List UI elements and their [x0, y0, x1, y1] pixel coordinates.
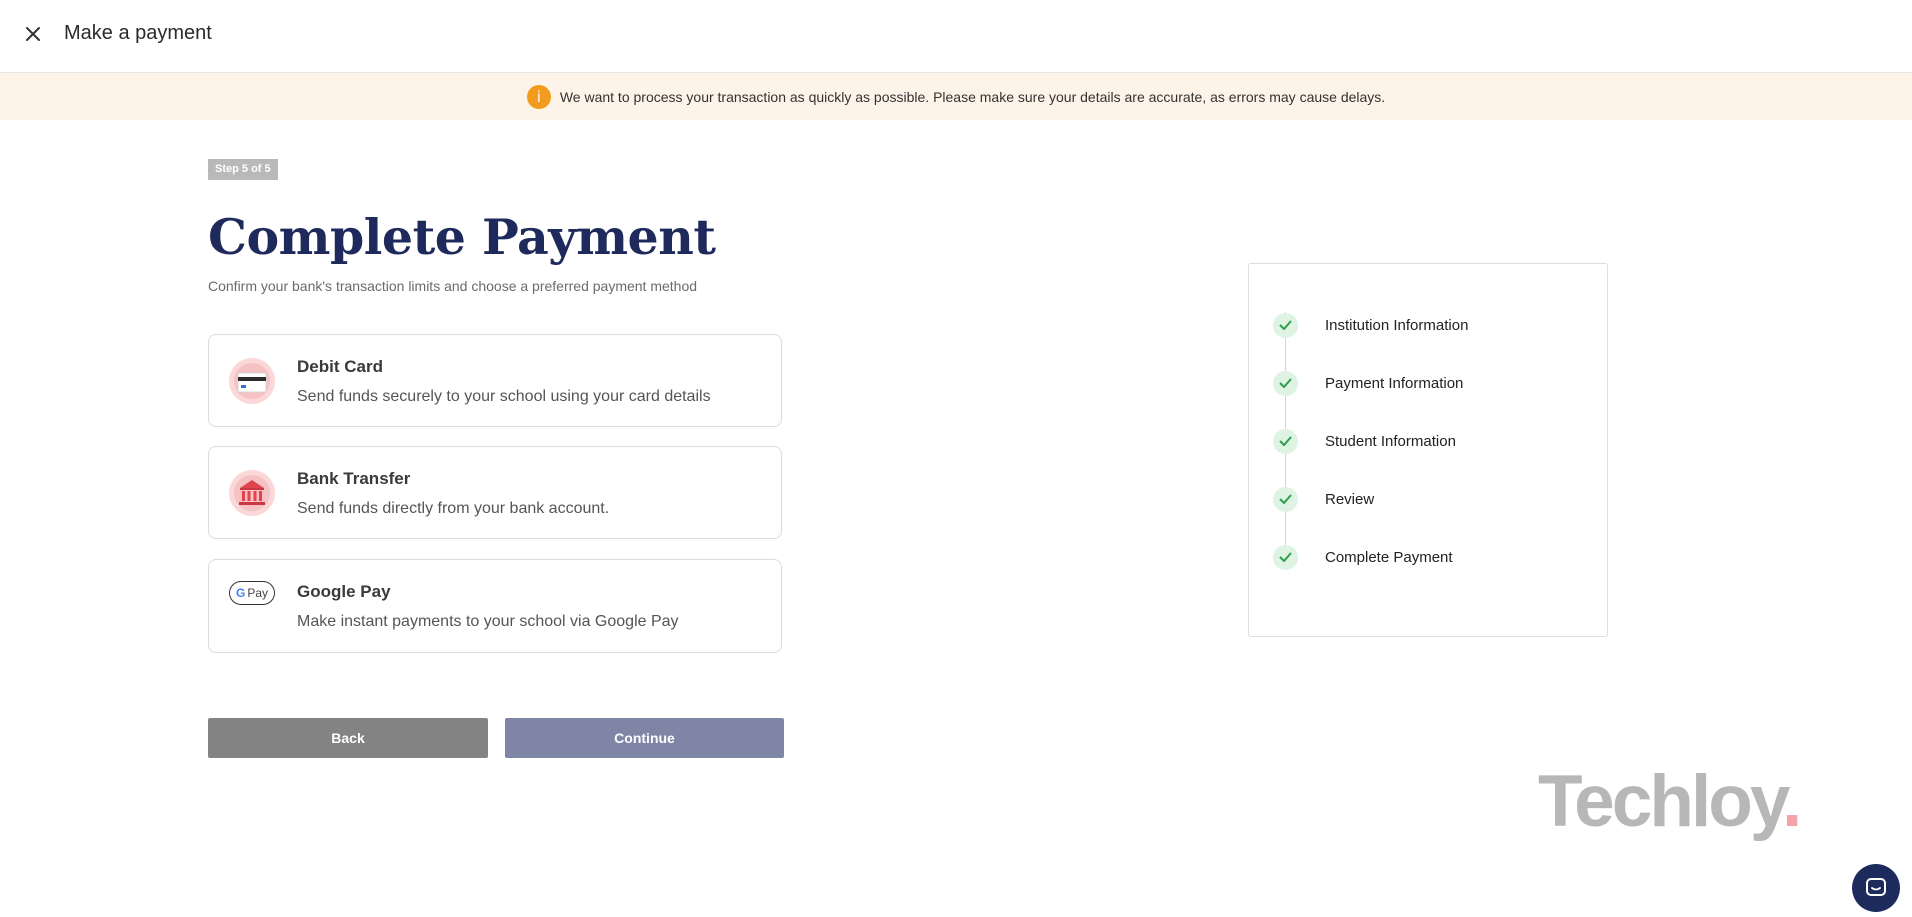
payment-option-bank-transfer[interactable]	[208, 446, 782, 539]
progress-step-label: Student Information	[1325, 432, 1456, 450]
info-icon: i	[527, 85, 551, 109]
payment-option-title: Google Pay	[297, 582, 391, 601]
payment-option-description: Send funds securely to your school using your card details	[297, 388, 711, 405]
watermark-text: Techloy	[1538, 761, 1783, 842]
payment-option-description: Send funds directly from your bank account.	[297, 500, 610, 517]
progress-step-payment-information	[1273, 370, 1463, 396]
watermark-logo	[1538, 760, 1799, 843]
google-g-logo: G	[235, 586, 246, 600]
progress-step-complete-payment	[1273, 544, 1453, 570]
close-icon[interactable]	[21, 22, 45, 46]
progress-step-label: Complete Payment	[1325, 548, 1453, 566]
check-icon	[1273, 371, 1298, 396]
payment-option-google-pay[interactable]	[208, 559, 782, 653]
payment-option-debit-card[interactable]	[208, 334, 782, 427]
check-icon	[1273, 487, 1298, 512]
continue-button[interactable]: Continue	[505, 718, 784, 758]
back-button[interactable]: Back	[208, 718, 488, 758]
check-icon	[1273, 545, 1298, 570]
page-title: Complete Payment	[208, 208, 716, 266]
progress-step-label: Institution Information	[1325, 316, 1469, 334]
info-banner-text: We want to process your transaction as quickly as possible. Please make sure your details are accurate, as errors may cause delays.	[559, 88, 1386, 105]
progress-step-institution-information	[1273, 312, 1468, 338]
bank-icon	[228, 469, 276, 517]
progress-step-review	[1273, 486, 1374, 512]
google-pay-icon	[229, 581, 275, 605]
progress-step-student-information	[1273, 428, 1456, 454]
progress-step-label: Payment Information	[1325, 374, 1464, 392]
check-icon	[1273, 313, 1298, 338]
page-header-title: Make a payment	[64, 22, 212, 44]
google-pay-badge-text: Pay	[247, 586, 269, 600]
watermark-dot: .	[1782, 761, 1800, 842]
page-subtitle: Confirm your bank's transaction limits and choose a preferred payment method	[208, 278, 698, 294]
info-banner	[0, 73, 1912, 120]
progress-card	[1248, 263, 1608, 637]
top-bar	[0, 0, 1912, 73]
debit-card-icon	[228, 357, 276, 405]
payment-option-title: Bank Transfer	[297, 469, 411, 488]
chat-icon[interactable]	[1852, 864, 1900, 912]
payment-option-description: Make instant payments to your school via Google Pay	[297, 613, 679, 630]
step-badge: Step 5 of 5	[208, 159, 278, 180]
payment-option-title: Debit Card	[297, 357, 383, 376]
check-icon	[1273, 429, 1298, 454]
progress-step-label: Review	[1325, 490, 1375, 508]
